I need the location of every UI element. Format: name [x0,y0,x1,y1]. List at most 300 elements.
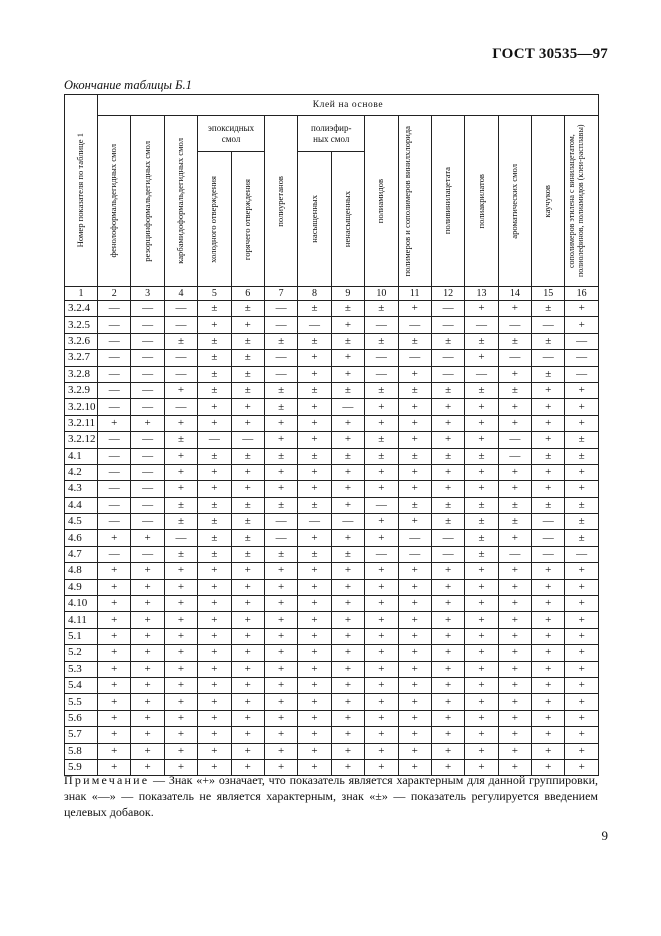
table-row [65,333,599,349]
table-row [65,464,599,480]
row-number-cell: 5.4 [65,677,98,693]
table-cell: + [231,628,264,644]
table-cell: + [498,628,531,644]
table-cell: + [431,677,464,693]
table-cell: + [331,727,364,743]
table-cell: — [264,301,297,317]
table-cell: + [331,743,364,759]
table-cell: ± [198,366,231,382]
table-cell: + [331,628,364,644]
table-cell: + [498,759,531,775]
table-cell: + [198,317,231,333]
table-cell: + [465,464,498,480]
col-label-1: фенолоформальдегидных смол [108,144,119,258]
table-cell: — [131,333,164,349]
table-cell: ± [465,333,498,349]
table-cell: + [398,399,431,415]
table-cell: + [565,759,598,775]
table-cell: — [131,546,164,562]
table-cell: — [465,366,498,382]
table-cell: + [532,579,565,595]
table-row [65,612,599,628]
row-number-cell: 4.2 [65,464,98,480]
table-cell: + [298,677,331,693]
table-cell: — [498,432,531,448]
table-cell: + [365,710,398,726]
table-cell: — [164,399,197,415]
table-cell: ± [164,497,197,513]
table-cell: + [565,612,598,628]
table-cell: + [431,415,464,431]
table-cell: — [431,350,464,366]
table-cell: + [298,563,331,579]
table-row [65,481,599,497]
table-body [65,287,599,776]
table-cell: ± [198,448,231,464]
table-cell: ± [198,546,231,562]
table-cell: + [565,661,598,677]
table-cell: + [164,727,197,743]
table-cell: + [498,563,531,579]
table-cell: + [231,415,264,431]
table-cell: ± [532,448,565,464]
table-cell: + [231,481,264,497]
table-cell: — [98,333,131,349]
table-cell: + [465,677,498,693]
table-cell: — [164,530,197,546]
row-number-cell: 5.7 [65,727,98,743]
table-cell: + [398,759,431,775]
table-cell: + [498,612,531,628]
table-cell: + [98,743,131,759]
table-cell: ± [465,448,498,464]
table-cell: + [465,628,498,644]
table-cell: ± [298,546,331,562]
column-number: 1 [65,287,98,301]
table-cell: + [465,415,498,431]
table-cell: + [231,710,264,726]
table-cell: + [198,710,231,726]
table-row [65,432,599,448]
table-cell: — [498,317,531,333]
table-cell: + [298,579,331,595]
col-label-9: полиамидов [375,178,386,224]
table-cell: + [365,514,398,530]
table-cell: + [398,645,431,661]
table-cell: — [398,546,431,562]
table-cell: + [532,743,565,759]
col-header-6 [264,116,297,287]
table-cell: + [298,710,331,726]
table-cell: + [164,481,197,497]
column-number: 10 [365,287,398,301]
table-cell: + [532,677,565,693]
table-cell: + [398,710,431,726]
table-cell: — [565,350,598,366]
column-number: 6 [231,287,264,301]
table-cell: + [264,727,297,743]
table-cell: + [131,743,164,759]
table-cell: — [365,546,398,562]
col-label-12: полиакрилатов [475,173,486,229]
row-number-cell: 5.2 [65,645,98,661]
table-cell: + [365,612,398,628]
col-label-8: ненасыщенных [341,191,352,248]
table-row [65,366,599,382]
table-cell: + [365,415,398,431]
table-row [65,677,599,693]
col-header-15 [565,116,598,287]
table-row [65,596,599,612]
table-cell: ± [164,546,197,562]
table-cell: + [565,481,598,497]
table-cell: + [164,661,197,677]
table-cell: + [198,596,231,612]
table-cell: + [164,645,197,661]
table-cell: + [164,759,197,775]
table-cell: — [164,350,197,366]
row-number-cell: 3.2.12 [65,432,98,448]
table-cell: + [231,612,264,628]
table-cell: + [565,727,598,743]
table-cell: — [431,546,464,562]
table-cell: + [532,759,565,775]
table-cell: — [98,514,131,530]
table-cell: ± [498,514,531,530]
table-cell: ± [498,382,531,398]
table-cell: + [331,563,364,579]
table-cell: — [164,317,197,333]
polyester-group-header: полиэфир-ных смол [298,116,365,152]
table-cell: ± [198,530,231,546]
table-cell: ± [264,546,297,562]
table-cell: + [431,596,464,612]
table-cell: + [298,415,331,431]
col-label-13: ароматических смол [508,163,519,239]
table-cell: + [164,612,197,628]
table-cell: — [431,530,464,546]
table-cell: + [532,645,565,661]
table-cell: + [131,563,164,579]
table-cell: — [365,317,398,333]
table-cell: + [98,579,131,595]
table-cell: + [131,645,164,661]
table-cell: ± [264,448,297,464]
table-cell: — [498,546,531,562]
table-cell: + [98,710,131,726]
column-number: 9 [331,287,364,301]
row-number-cell: 3.2.10 [65,399,98,415]
table-header [65,95,599,287]
table-cell: + [465,661,498,677]
table-cell: — [131,448,164,464]
table-cell: + [465,579,498,595]
table-cell: + [164,464,197,480]
table-cell: — [465,317,498,333]
table-cell: + [331,481,364,497]
table-row [65,497,599,513]
table-cell: + [298,743,331,759]
table-cell: ± [264,497,297,513]
table-cell: + [465,727,498,743]
row-number-cell: 4.5 [65,514,98,530]
table-cell: — [98,546,131,562]
table-cell: — [98,432,131,448]
table-cell: + [298,645,331,661]
table-cell: + [231,759,264,775]
table-cell: + [398,301,431,317]
table-cell: + [131,710,164,726]
table-cell: + [131,415,164,431]
table-cell: + [231,645,264,661]
table-cell: + [498,727,531,743]
table-cell: — [98,481,131,497]
table-cell: ± [565,530,598,546]
table-cell: — [264,366,297,382]
table-cell: + [365,563,398,579]
table-cell: + [98,694,131,710]
table-cell: + [198,481,231,497]
table-cell: + [164,743,197,759]
table-cell: + [365,694,398,710]
table-row [65,694,599,710]
table-cell: ± [231,366,264,382]
table-cell: + [231,677,264,693]
table-cell: + [231,399,264,415]
table-cell: + [198,563,231,579]
page-number: 9 [601,828,608,843]
col-header-5 [231,152,264,287]
table-cell: + [465,596,498,612]
table-cell: ± [398,497,431,513]
table-cell: — [131,497,164,513]
table-cell: ± [465,382,498,398]
table-cell: + [98,563,131,579]
table-cell: + [98,415,131,431]
row-header-cell [65,95,98,287]
table-cell: — [98,301,131,317]
col-header-1 [98,116,131,287]
table-cell: + [131,759,164,775]
table-row [65,645,599,661]
table-cell: ± [431,382,464,398]
note-label: Примечание [64,773,150,787]
table-cell: + [331,579,364,595]
col-label-6: полиуретанов [275,175,286,227]
table-cell: + [264,481,297,497]
table-cell: ± [365,301,398,317]
table-cell: — [98,464,131,480]
table-cell: + [264,432,297,448]
table-cell: + [532,563,565,579]
table-cell: + [131,596,164,612]
table-cell: + [565,710,598,726]
table-cell: — [98,350,131,366]
row-number-cell: 4.3 [65,481,98,497]
table-cell: — [131,366,164,382]
table-cell: ± [465,514,498,530]
table-cell: ± [498,497,531,513]
table-cell: + [398,514,431,530]
table-cell: + [264,710,297,726]
table-cell: + [264,743,297,759]
note-text: — Знак «+» означает, что показатель является характерным для данной группировки, знак «—» — показатель не является характерным, знак «±» — показатель регулируется введением целевых добавок. [64,773,598,819]
table-cell: — [131,432,164,448]
table-cell: — [131,399,164,415]
table-cell: + [565,317,598,333]
table-cell: — [264,530,297,546]
table-cell: + [131,612,164,628]
col-label-10: полимеров и сополимеров винилхлорида [401,125,412,277]
document-header: ГОСТ 30535—97 [492,46,608,62]
column-number: 4 [164,287,197,301]
table-cell: — [532,530,565,546]
table-cell: + [164,694,197,710]
table-cell: ± [298,448,331,464]
table-cell: — [164,301,197,317]
table-cell: + [398,464,431,480]
table-cell: + [565,382,598,398]
table-cell: + [365,759,398,775]
table-cell: + [565,579,598,595]
table-cell: ± [431,497,464,513]
row-number-cell: 4.8 [65,563,98,579]
table-cell: — [131,301,164,317]
table-cell: + [365,628,398,644]
table-cell: ± [198,497,231,513]
table-cell: ± [565,432,598,448]
table-cell: + [431,727,464,743]
table-cell: + [465,694,498,710]
table-cell: — [498,350,531,366]
table-cell: + [431,743,464,759]
table-cell: ± [264,399,297,415]
table-cell: — [131,481,164,497]
table-cell: + [98,612,131,628]
table-cell: + [264,579,297,595]
table-cell: + [264,612,297,628]
row-number-cell: 4.6 [65,530,98,546]
column-number: 11 [398,287,431,301]
table-cell: + [498,301,531,317]
table-cell: ± [298,301,331,317]
table-cell: — [198,432,231,448]
table-cell: + [331,350,364,366]
row-number-cell: 5.5 [65,694,98,710]
table-cell: + [298,727,331,743]
table-cell: — [98,399,131,415]
col-label-14: каучуков [542,184,553,218]
table-cell: + [498,596,531,612]
table-cell: ± [164,333,197,349]
table-cell: ± [498,333,531,349]
row-number-cell: 5.6 [65,710,98,726]
table-cell: + [264,464,297,480]
row-number-cell: 3.2.11 [65,415,98,431]
table-cell: + [331,530,364,546]
table-cell: ± [198,333,231,349]
table-cell: + [164,382,197,398]
table-row [65,661,599,677]
table-cell: + [532,382,565,398]
table-cell: + [465,481,498,497]
table-cell: + [198,628,231,644]
table-cell: + [298,366,331,382]
table-cell: ± [465,497,498,513]
table-cell: + [532,415,565,431]
table-row [65,546,599,562]
row-number-cell: 4.1 [65,448,98,464]
col-label-2: резорцинформальдегидных смол [141,140,152,262]
table-cell: ± [431,333,464,349]
row-number-cell: 4.4 [65,497,98,513]
col-label-11: поливинилацетата [442,167,453,235]
table-cell: + [98,645,131,661]
table-cell: + [398,612,431,628]
table-cell: — [431,366,464,382]
table-cell: + [164,710,197,726]
table-cell: ± [431,514,464,530]
table-cell: + [198,415,231,431]
table-cell: + [131,530,164,546]
table-cell: — [98,382,131,398]
table-cell: + [465,301,498,317]
table-cell: + [365,727,398,743]
table-cell: + [331,497,364,513]
table-cell: — [298,514,331,530]
table-row [65,399,599,415]
table-cell: + [264,645,297,661]
table-cell: + [231,694,264,710]
table-cell: + [231,563,264,579]
table-cell: ± [465,546,498,562]
table-cell: + [431,579,464,595]
table-cell: ± [398,382,431,398]
table-cell: + [398,415,431,431]
table-cell: + [164,579,197,595]
column-number-row [65,287,599,301]
table-cell: + [198,612,231,628]
table-cell: + [164,628,197,644]
table-cell: ± [298,333,331,349]
table-row [65,382,599,398]
table-cell: + [532,481,565,497]
table-cell: ± [264,333,297,349]
table-cell: + [198,645,231,661]
table-cell: + [198,677,231,693]
table-cell: — [398,317,431,333]
table-cell: + [298,596,331,612]
table-cell: ± [231,514,264,530]
table-cell: + [264,563,297,579]
table-cell: + [498,481,531,497]
col-label-4: холодного отверждения [208,175,219,263]
table-row [65,415,599,431]
table-cell: + [264,661,297,677]
table-cell: + [532,399,565,415]
table-cell: + [431,464,464,480]
table-cell: + [231,727,264,743]
table-cell: + [231,661,264,677]
row-header-label: Номер показателя по таблице 1 [75,133,86,248]
table-cell: — [131,382,164,398]
table-cell: + [431,645,464,661]
table-cell: + [365,579,398,595]
table-cell: — [365,350,398,366]
table-cell: + [198,464,231,480]
table-cell: — [565,546,598,562]
table-cell: + [398,743,431,759]
